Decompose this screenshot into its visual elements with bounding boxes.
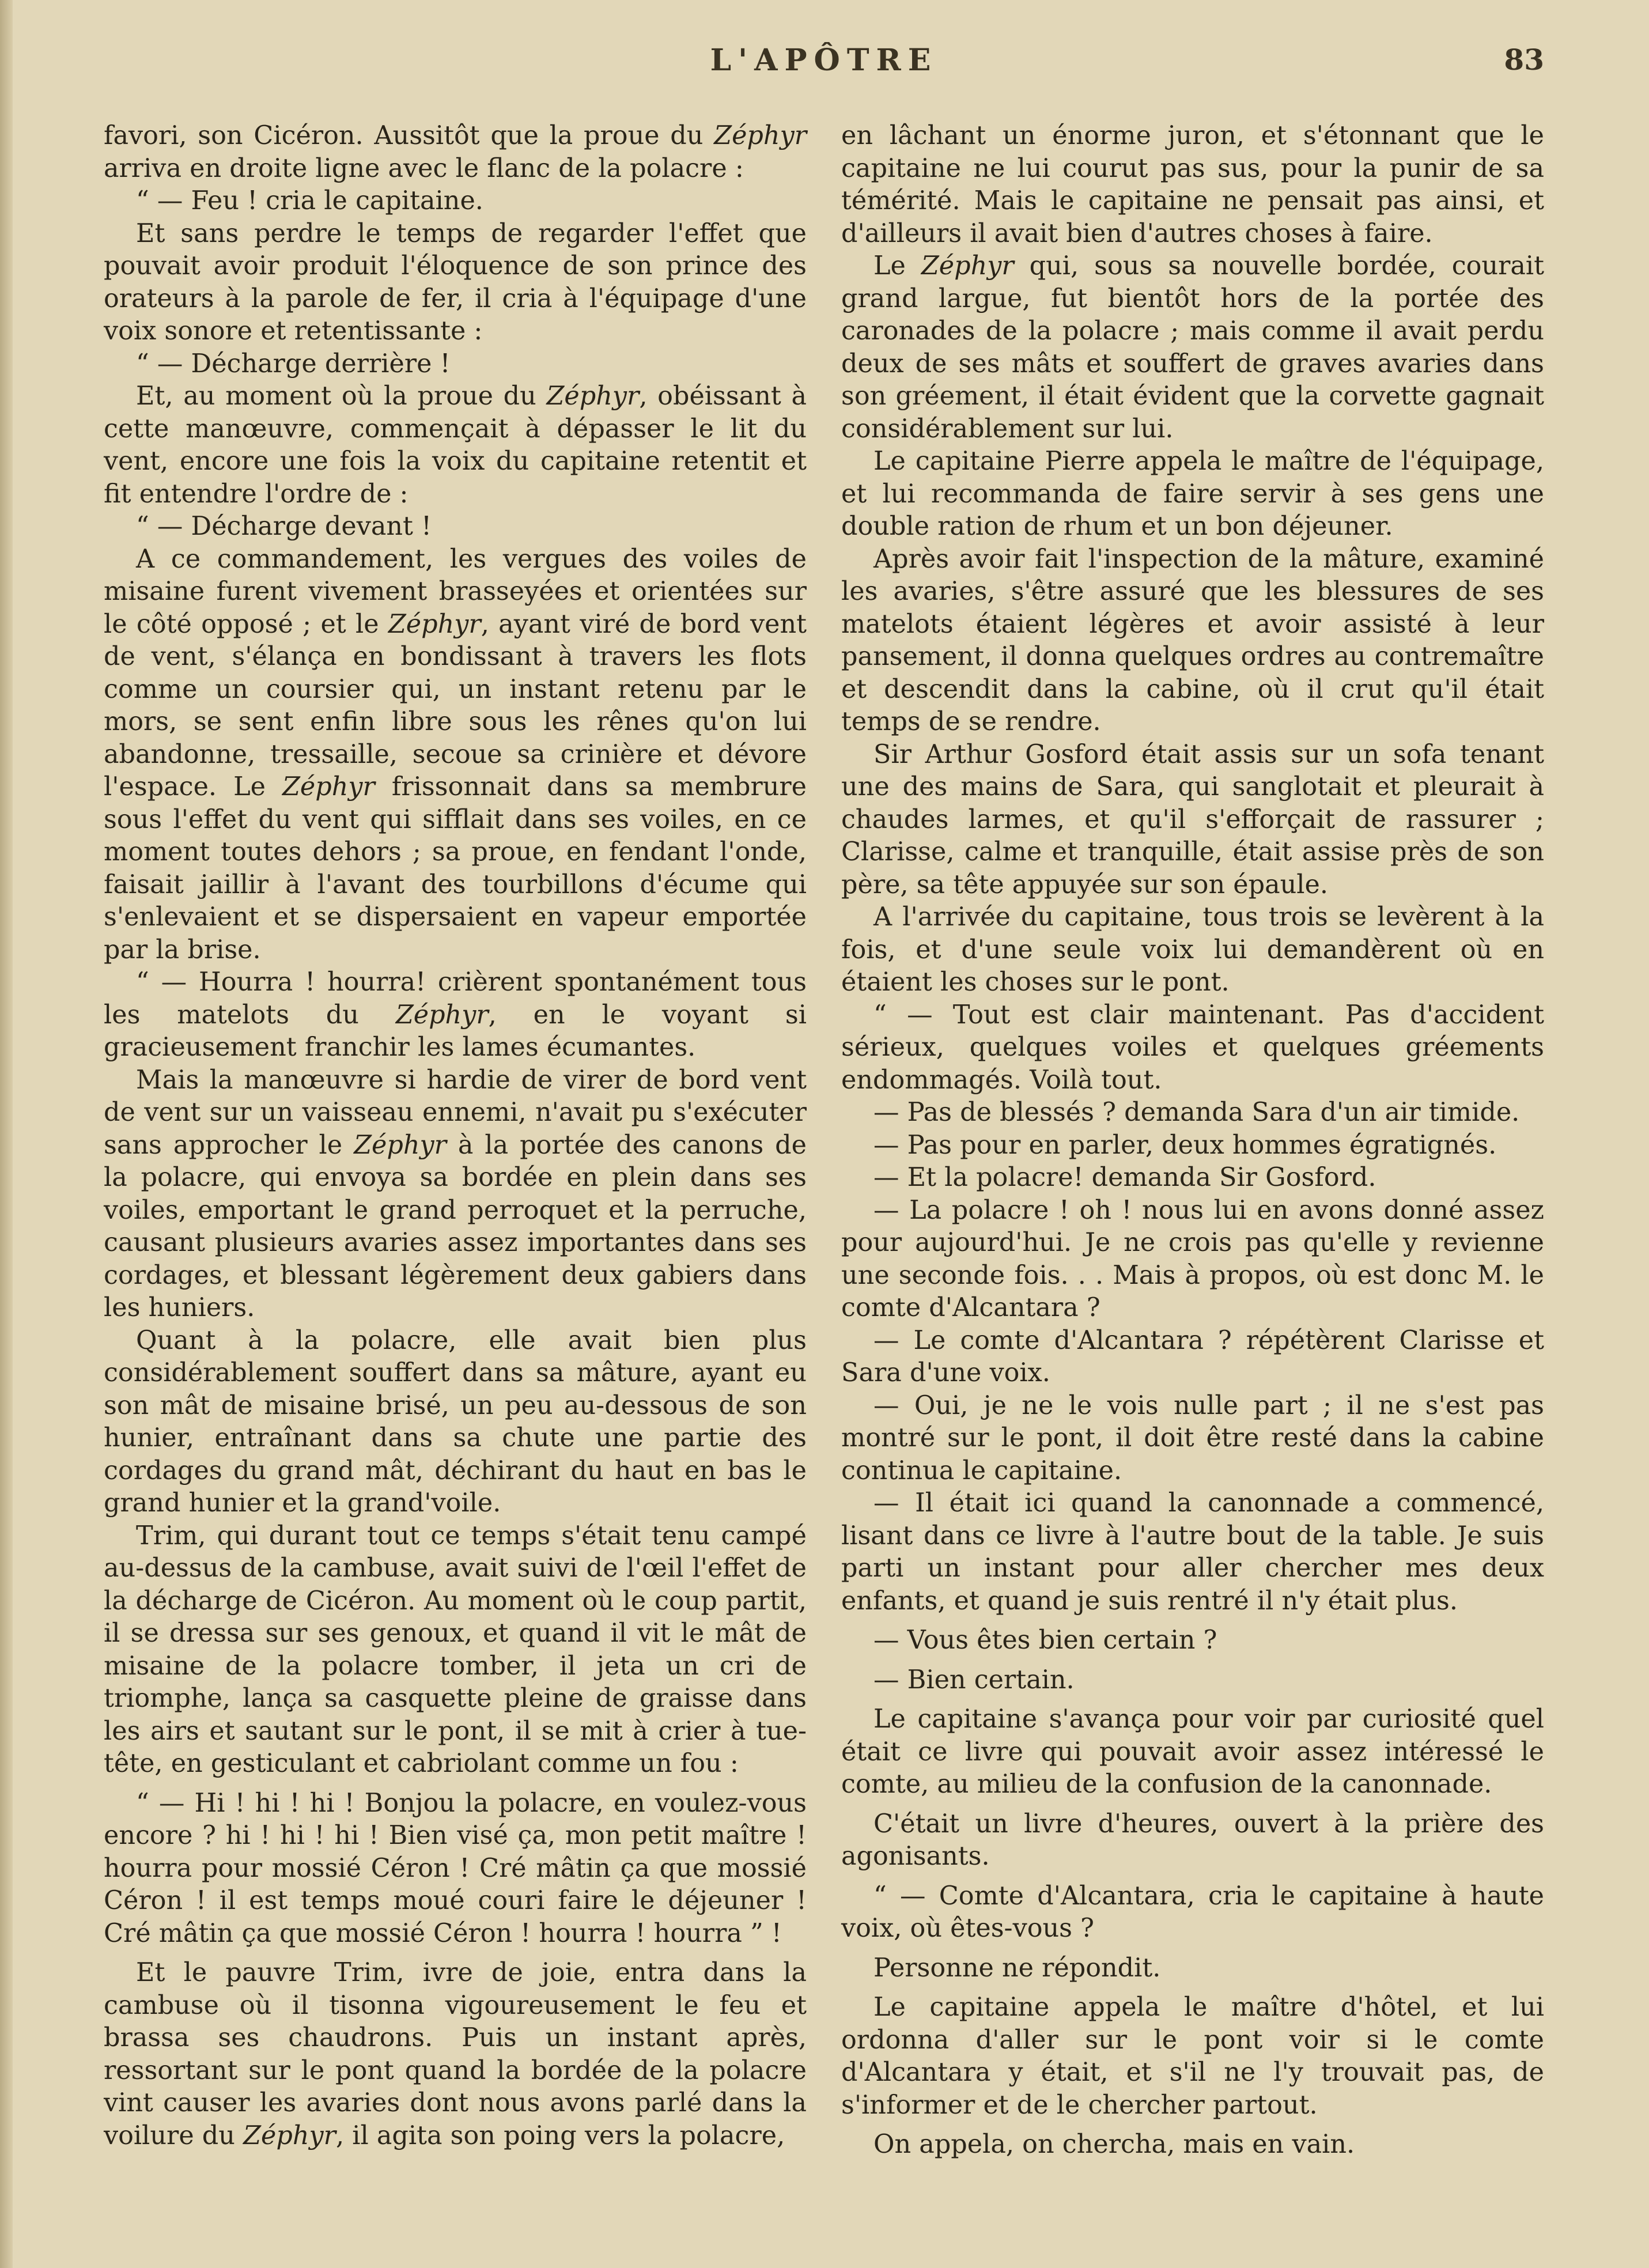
paragraph: Trim, qui durant tout ce temps s'était tenu campé au-dessus de la cambuse, avait suivi de l'œil l'effet de la décharge de Cicéron. Au moment où le coup partit, il se dressa sur ses genoux, et quand il vit le mât de misaine de la polacre tomber, il jeta un cri de triomphe, lança sa casquette pleine de graisse dans les airs et sautant sur le pont, il se mit à crier à tue-tête, en gesticulant et cabriolant comme un fou : [104, 1521, 807, 1778]
paragraph: Mais la manœuvre si hardie de virer de bord vent de vent sur un vaisseau ennemi, n'avait pu s'exécuter sans approcher le Zéphyr à la portée des canons de la polacre, qui envoya sa bordée en plein dans ses voiles, emportant le grand perroquet et la perruche, causant plusieurs avaries assez importantes dans ses cordages, et blessant légèrement deux gabiers dans les huniers. [104, 1065, 807, 1322]
paragraph: — Oui, je ne le vois nulle part ; il ne s'est pas montré sur le pont, il doit être resté dans la cabine continua le capitaine. [841, 1390, 1544, 1485]
paragraph: Personne ne répondit. [873, 1953, 1161, 1983]
paragraph: Quant à la polacre, elle avait bien plus considérablement souffert dans sa mâture, ayant eu son mât de misaine brisé, un peu au-dessous de son hunier, entraînant dans sa chute une partie des cordages du grand mât, déchirant du haut en bas le grand hunier et la grand'voile. [104, 1325, 807, 1518]
right-column [841, 120, 1544, 2161]
paragraph: Et sans perdre le temps de regarder l'effet que pouvait avoir produit l'éloquence de son prince des orateurs à la parole de fer, il cria à l'équipage d'une voix sonore et retentissante : [104, 218, 807, 346]
paragraph: — Le comte d'Alcantara ? répétèrent Clarisse et Sara d'une voix. [841, 1325, 1544, 1388]
paragraph: “ — Comte d'Alcantara, cria le capitaine à haute voix, où êtes-vous ? [841, 1881, 1544, 1943]
paragraph: favori, son Cicéron. Aussitôt que la proue du Zéphyr arriva en droite ligne avec le flanc de la polacre : [104, 121, 807, 183]
paragraph: “ — Hi ! hi ! hi ! Bonjou la polacre, en voulez-vous encore ? hi ! hi ! hi ! Bien visé ça, mon petit maître ! hourra pour mossié Céron ! Cré mâtin ça que mossié Céron ! il est temps moué couri faire le déjeuner ! Cré mâtin ça que mossié Céron ! hourra ! hourra ” ! [104, 1788, 807, 1948]
paragraph: “ — Décharge derrière ! [136, 349, 451, 379]
paragraph: “ — Tout est clair maintenant. Pas d'accident sérieux, quelques voiles et quelques gréements endommagés. Voilà tout. [841, 1000, 1544, 1095]
running-title: L'APÔTRE [710, 43, 938, 78]
paragraph: C'était un livre d'heures, ouvert à la prière des agonisants. [841, 1809, 1544, 1871]
paragraph: Le capitaine appela le maître d'hôtel, et lui ordonna d'aller sur le pont voir si le comte d'Alcantara y était, et s'il ne l'y trouvait pas, de s'informer et de le chercher partout. [841, 1993, 1544, 2120]
paragraph: Le capitaine Pierre appela le maître de l'équipage, et lui recommanda de faire servir à ses gens une double ration de rhum et un bon déjeuner. [841, 447, 1544, 541]
paragraph: Et le pauvre Trim, ivre de joie, entra dans la cambuse où il tisonna vigoureusement le feu et brassa ses chaudrons. Puis un instant après, ressortant sur le pont quand la bordée de la polacre vint causer les avaries dont nous avons parlé dans la voilure du Zéphyr, il agita son poing vers la polacre, [104, 1958, 807, 2150]
paragraph: — Bien certain. [873, 1665, 1075, 1695]
paragraph: “ — Feu ! cria le capitaine. [136, 186, 483, 216]
paragraph: — Pas pour en parler, deux hommes égratignés. [873, 1130, 1497, 1160]
left-column [104, 120, 807, 2152]
paragraph: On appela, on chercha, mais en vain. [873, 2130, 1355, 2159]
paragraph: en lâchant un énorme juron, et s'étonnant que le capitaine ne lui courut pas sus, pour la punir de sa témérité. Mais le capitaine ne pensait pas ainsi, et d'ailleurs il avait bien d'autres choses à faire. [841, 121, 1544, 248]
page-binding-edge [0, 0, 13, 2268]
paragraph: — Et la polacre! demanda Sir Gosford. [873, 1163, 1376, 1192]
paragraph: Sir Arthur Gosford était assis sur un sofa tenant une des mains de Sara, qui sanglotait et pleurait à chaudes larmes, et qu'il s'efforçait de rassurer ; Clarisse, calme et tranquille, était assise près de son père, sa tête appuyée sur son épaule. [841, 739, 1544, 899]
paragraph: Le Zéphyr qui, sous sa nouvelle bordée, courait grand largue, fut bientôt hors de la portée des caronades de la polacre ; mais comme il avait perdu deux de ses mâts et souffert de graves avaries dans son gréement, il était évident que la corvette gagnait considérablement sur lui. [841, 251, 1545, 444]
paragraph: — La polacre ! oh ! nous lui en avons donné assez pour aujourd'hui. Je ne crois pas qu'elle y revienne une seconde fois. . . Mais à propos, où est donc M. le comte d'Alcantara ? [841, 1195, 1544, 1322]
paragraph: “ — Hourra ! hourra! crièrent spontanément tous les matelots du Zéphyr, en le voyant si gracieusement franchir les lames écumantes. [104, 967, 807, 1062]
paragraph: A ce commandement, les vergues des voiles de misaine furent vivement brasseyées et orientées sur le côté opposé ; et le Zéphyr, ayant viré de bord vent de vent, s'élança en bondissant à travers les flots comme un coursier qui, un instant retenu par le mors, se sent enfin libre sous les rênes qu'on lui abandonne, tressaille, secoue sa crinière et dévore l'espace. Le Zéphyr frissonnait dans sa membrure sous l'effet du vent qui sifflait dans ses voiles, en ce moment toutes dehors ; sa proue, en fendant l'onde, faisait jaillir à l'avant des tourbillons d'écume qui s'enlevaient et se dispersaient en vapeur emportée par la brise. [104, 544, 807, 965]
paragraph: Le capitaine s'avança pour voir par curiosité quel était ce livre qui pouvait avoir assez intéressé le comte, au milieu de la confusion de la canonnade. [841, 1704, 1544, 1799]
paragraph: A l'arrivée du capitaine, tous trois se levèrent à la fois, et d'une seule voix lui demandèrent où en étaient les choses sur le pont. [841, 902, 1544, 997]
paragraph: Après avoir fait l'inspection de la mâture, examiné les avaries, s'être assuré que les blessures de ses matelots étaient légères et avoir assisté à leur pansement, il donna quelques ordres au contremaître et descendit dans la cabine, où il crut qu'il était temps de se rendre. [841, 544, 1544, 736]
paragraph: Et, au moment où la proue du Zéphyr, obéissant à cette manœuvre, commençait à dépasser le lit du vent, encore une fois la voix du capitaine retentit et fit entendre l'ordre de : [104, 381, 807, 509]
paragraph: “ — Décharge devant ! [136, 512, 432, 541]
paragraph: — Pas de blessés ? demanda Sara d'un air timide. [873, 1098, 1520, 1127]
paragraph: — Il était ici quand la canonnade a commencé, lisant dans ce livre à l'autre bout de la table. Je suis parti un instant pour aller chercher mes deux enfants, et quand je suis rentré il n'y était plus. [841, 1488, 1544, 1616]
paragraph: — Vous êtes bien certain ? [873, 1626, 1217, 1655]
page-header [104, 43, 1544, 83]
page-number: 83 [1504, 43, 1544, 77]
